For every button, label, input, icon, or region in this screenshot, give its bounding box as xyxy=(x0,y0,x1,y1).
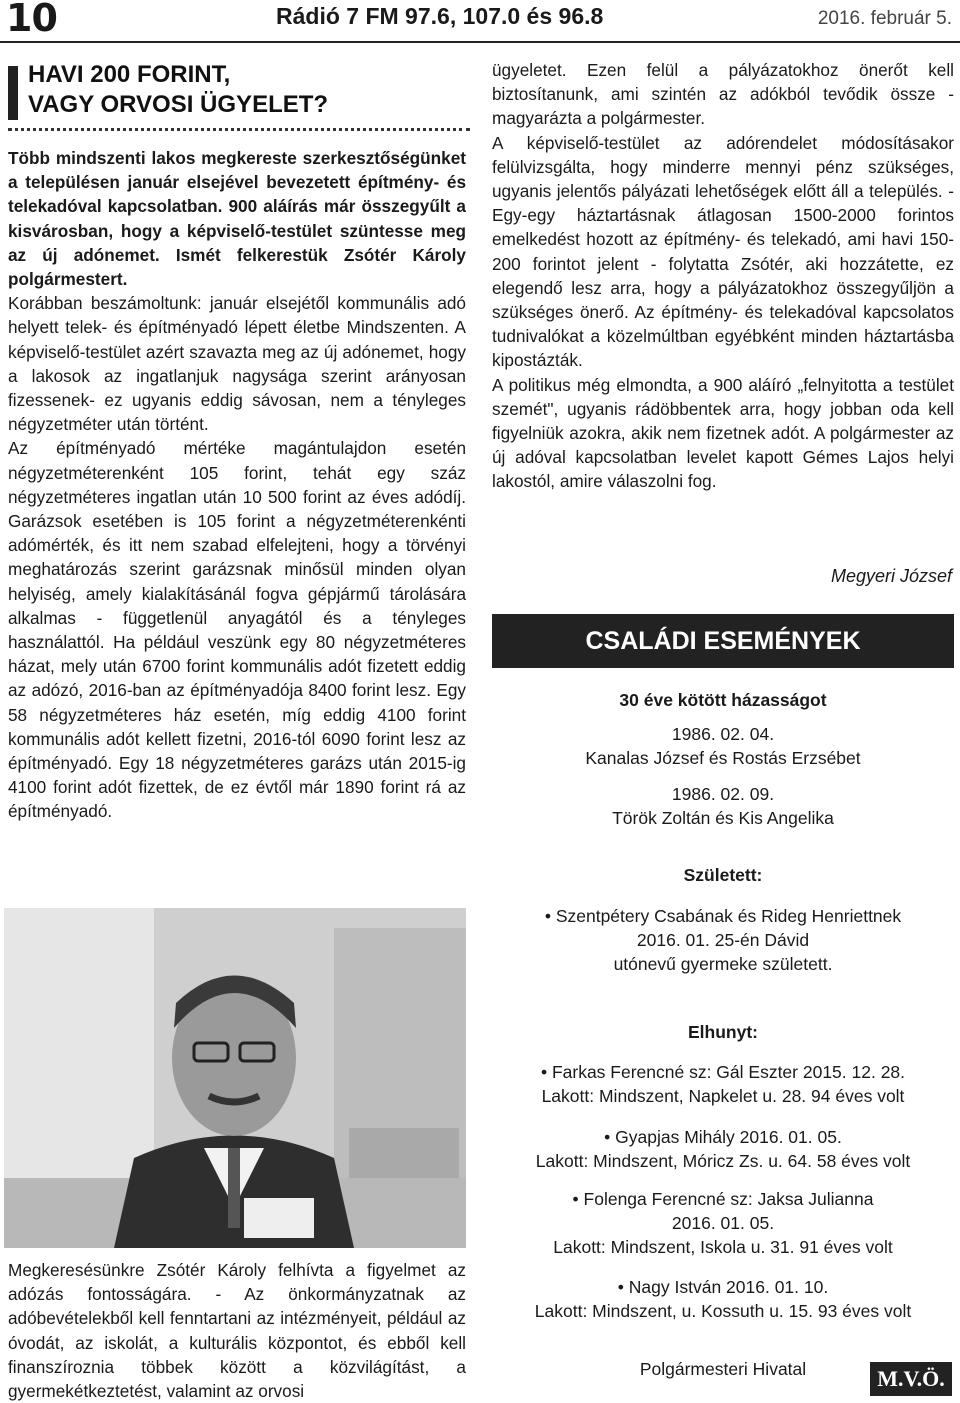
article-right-paragraph-2: A képviselő-testület az adórendelet módosításakor felülvizsgálta, hogy minderre mennyi pénz szükséges, ugyanis jelentős pályázati lehetőségek előtt áll a település. - Egy-egy háztartásnak átlagosan 1500-2000 forintos emelkedést hozott az építmény- és telekadó, ami havi 150-200 forintot jelent - folytatta Zsótér, aki hozzátette, ez elegendő lesz arra, hogy a pályázatokhoz összegyűljön a szükséges önerő. Az építmény- és telekadóval kapcsolatos tudnivalókat a közelmúltban egyébként minden háztartásba kipostázták. xyxy=(492,132,954,371)
photo-caption: Megkeresésünkre Zsótér Károly felhívta a figyelmet az adózás fontosságára. - Az önkormányzatnak az adóbevételekből kell fenntartani az intézményeit, például az óvodát, az iskolát, a kulturális központot, és ebből kell finanszíroznia többek között a közvilágítást, a gyermekétkeztetést, valamint az orvosi xyxy=(8,1260,466,1402)
events-heading: CSALÁDI ESEMÉNYEK xyxy=(492,614,954,668)
death-1-line-1: • Farkas Ferencné sz: Gál Eszter 2015. 12. 28. xyxy=(540,1062,906,1082)
article-right-paragraph-1: ügyeletet. Ezen felül a pályázatokhoz önerőt kell biztosítanunk, ami szintén az adókból tevődik össze - magyarázta a polgármester. xyxy=(492,60,954,129)
portrait-illustration xyxy=(4,908,466,1248)
header-rule xyxy=(0,41,960,43)
anniversary-1-date: 1986. 02. 04. xyxy=(671,724,775,744)
births-title: Született: xyxy=(683,865,763,885)
title-line-1: HAVI 200 FORINT, xyxy=(28,61,231,88)
death-3-line-2: 2016. 01. 05. xyxy=(671,1213,775,1233)
article-paragraph-1: Korábban beszámoltunk: január elsejétől kommunális adó helyett telek- és építményadó lépett életbe Mindszenten. A képviselő-testület azért szavazta meg az új adónemet, hogy a lakosok az ingatlanjuk nagysága szerint arányosan fizessenek- ez ugyanis eddig sávosan, nem a tényleges négyzetméter után történt. xyxy=(8,293,466,435)
anniversary-2-date: 1986. 02. 09. xyxy=(671,784,775,804)
article-author: Megyeri József xyxy=(830,566,952,586)
article-right-paragraph-3: A politikus még elmondta, a 900 aláíró „felnyitotta a testület szemét", ugyanis rádöbbentek arra, hogy jobban oda kell figyelniük azokra, akik nem fizetnek adót. A polgármester az új adóval kapcsolatban levelet kapott Gémes Lajos helyi lakostól, amire válaszolni fog. xyxy=(492,374,954,492)
death-1-line-2: Lakott: Mindszent, Napkelet u. 28. 94 éves volt xyxy=(541,1086,905,1106)
radio-banner: Rádió 7 FM 97.6, 107.0 és 96.8 xyxy=(276,3,604,29)
office-signature: Polgármesteri Hivatal xyxy=(639,1359,807,1379)
article-right-column xyxy=(492,58,954,494)
death-2-line-2: Lakott: Mindszent, Móricz Zs. u. 64. 58 éves volt xyxy=(535,1151,911,1171)
death-2-line-1: • Gyapjas Mihály 2016. 01. 05. xyxy=(604,1127,842,1147)
anniversary-1-names: Kanalas József és Rostás Erzsébet xyxy=(585,748,861,768)
title-divider xyxy=(8,128,470,131)
mvo-logo: M.V.Ö. xyxy=(870,1362,952,1396)
anniversary-title: 30 éve kötött házasságot xyxy=(619,690,827,710)
article-left-column xyxy=(8,146,466,824)
title-line-2: VAGY ORVOSI ÜGYELET? xyxy=(28,91,329,118)
death-4-line-2: Lakott: Mindszent, u. Kossuth u. 15. 93 éves volt xyxy=(534,1301,912,1321)
page-number: 10 xyxy=(6,0,57,40)
death-3-line-3: Lakott: Mindszent, Iskola u. 31. 91 éves volt xyxy=(553,1237,893,1257)
article-paragraph-2: Az építményadó mértéke magántulajdon esetén négyzetméterenként 105 forint, tehát egy száz négyzetméteres ingatlan után 10 500 forint az éves adódíj. Garázsok esetében is 105 forint a négyzetméterenkénti adómérték, és itt nem szabad elfelejteni, hogy a törvényi meghatározás szerint garázsnak minősül minden olyan helyiség, amely kialakításánál fogva gépjármű tárolására alkalmas - függetlenül anyagától és a tényleges használattól. Ha például veszünk egy 80 négyzetméteres házat, mely után 6700 forint kommunális adót fizetett eddig az adózó, 2016-ban az építményadója 8400 forint lesz. Egy 58 négyzetméteres ház esetén, míg eddig 4100 forint kommunális adót kellett fizetni, 2016-tól 6090 forint lesz az építményadó. Egy 18 négyzetméteres garázs után 2015-ig 4100 forint adót fizettek, de ez évtől már 1890 forint rá az építményadó. xyxy=(8,438,466,822)
article-title xyxy=(28,60,328,120)
mayor-photo xyxy=(4,908,466,1248)
death-3-line-1: • Folenga Ferencné sz: Jaksa Julianna xyxy=(572,1189,874,1209)
anniversary-2-names: Török Zoltán és Kis Angelika xyxy=(612,808,834,828)
deaths-title: Elhunyt: xyxy=(688,1022,758,1042)
birth-line-2: 2016. 01. 25-én Dávid xyxy=(636,930,810,950)
death-4-line-1: • Nagy István 2016. 01. 10. xyxy=(617,1277,829,1297)
title-accent-bar xyxy=(8,66,18,120)
article-lead: Több mindszenti lakos megkereste szerkesztőségünket a településen január elsejével bevezetett építmény- és telekadóval kapcsolatban. 900 aláírás már összegyűlt a kisvárosban, hogy a képviselő-testület szüntesse meg az új adónemet. Ismét felkerestük Zsótér Károly polgármestert. xyxy=(8,148,466,290)
birth-line-1: • Szentpétery Csabának és Rideg Henriettnek xyxy=(544,906,902,926)
birth-line-3: utónevű gyermeke született. xyxy=(613,954,833,974)
issue-date: 2016. február 5. xyxy=(817,8,952,29)
page-header xyxy=(0,0,960,40)
